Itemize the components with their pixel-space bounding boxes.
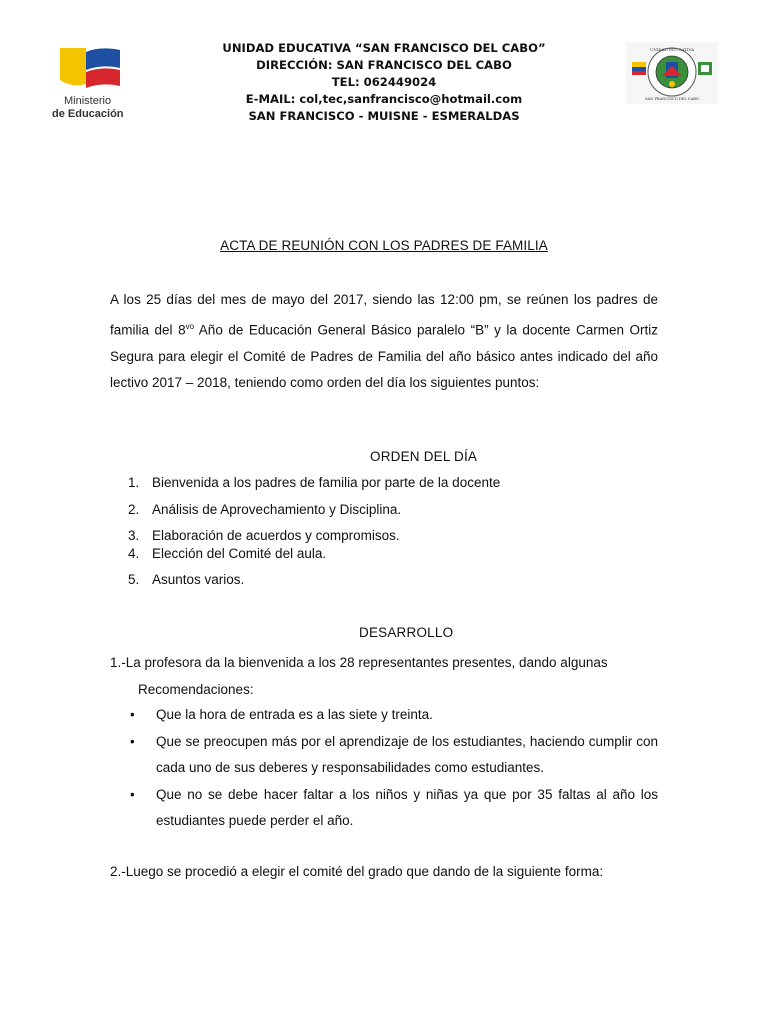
list-item-number: 5. [128, 572, 140, 587]
school-seal-logo [626, 42, 718, 104]
ordinal-superscript: vo [185, 321, 195, 331]
bullet-item [128, 729, 658, 782]
list-item [128, 475, 500, 490]
list-item [128, 546, 326, 561]
school-seal-icon [626, 42, 718, 104]
intro-paragraph [110, 287, 658, 397]
school-address: DIRECCIÓN: SAN FRANCISCO DEL CABO [256, 58, 512, 72]
list-item-text: Análisis de Aprovechamiento y Disciplina. [152, 502, 402, 517]
logo-text-ministerio: Ministerio [64, 95, 112, 107]
desarrollo-point-2: 2.-Luego se procedió a elegir el comité del grado que dando de la siguiente forma: [110, 864, 604, 879]
list-item-text: Elaboración de acuerdos y compromisos. [152, 528, 400, 543]
seal-text-top: UNIDAD EDUCATIVA [649, 47, 695, 52]
school-email: E-MAIL: col,tec,sanfrancisco@hotmail.com [245, 92, 523, 106]
bullet-icon: • [130, 786, 135, 802]
bullet-item [128, 702, 658, 729]
logo-text-educacion: de Educación [52, 108, 124, 120]
bullet-text: Que se preocupen más por el aprendizaje de los estudiantes, haciendo cumplir con cada uno de sus deberes y responsabilidades como estudiantes. [156, 733, 658, 775]
seal-text-bottom: SAN FRANCISCO DEL CABO [645, 97, 699, 101]
list-item [128, 528, 400, 543]
school-location: SAN FRANCISCO - MUISNE - ESMERALDAS [248, 109, 520, 123]
bullet-icon: • [130, 733, 135, 749]
list-item-text: Asuntos varios. [152, 572, 245, 587]
school-header [180, 40, 588, 125]
desarrollo-point-1 [110, 650, 658, 703]
ecuador-flag-icon [50, 44, 132, 120]
intro-text-end: Año de Educación General Básico paralelo “B” y la docente Carmen Ortiz Segura para elegir el Comité de Padres de Familia del año básico antes indicado del año lectivo 2017 – 2018, teniendo como orden del día los siguientes puntos: [110, 322, 658, 390]
list-item [128, 572, 244, 587]
list-item-number: 1. [128, 475, 140, 490]
bullet-text: Que la hora de entrada es a las siete y treinta. [156, 707, 433, 722]
point-1-line: 1.-La profesora da la bienvenida a los 28 representantes presentes, dando algunas [110, 655, 608, 670]
intro-text-start: A los 25 días del mes de mayo del 2017, siendo las 12:00 pm, se reúnen los padres de familia del 8 [110, 292, 658, 337]
recommendations-list [128, 702, 658, 835]
list-item-number: 4. [128, 546, 140, 561]
list-item-text: Bienvenida a los padres de familia por parte de la docente [152, 475, 501, 490]
list-item [128, 502, 401, 517]
school-name: UNIDAD EDUCATIVA “SAN FRANCISCO DEL CABO” [222, 41, 546, 55]
orden-del-dia-heading: ORDEN DEL DÍA [370, 449, 478, 464]
document-title: ACTA DE REUNIÓN CON LOS PADRES DE FAMILIA [220, 238, 548, 253]
bullet-icon: • [130, 707, 135, 722]
desarrollo-heading: DESARROLLO [359, 625, 454, 640]
list-item-text: Elección del Comité del aula. [152, 546, 327, 561]
bullet-text: Que no se debe hacer faltar a los niños y niñas ya que por 35 faltas al año los estudiantes puede perder el año. [156, 786, 658, 828]
point-1-recommendations-label: Recomendaciones: [138, 681, 254, 697]
school-phone: TEL: 062449024 [331, 75, 437, 89]
list-item-number: 3. [128, 528, 140, 543]
ministerio-educacion-logo [50, 44, 132, 120]
bullet-item [128, 782, 658, 835]
list-item-number: 2. [128, 502, 140, 517]
